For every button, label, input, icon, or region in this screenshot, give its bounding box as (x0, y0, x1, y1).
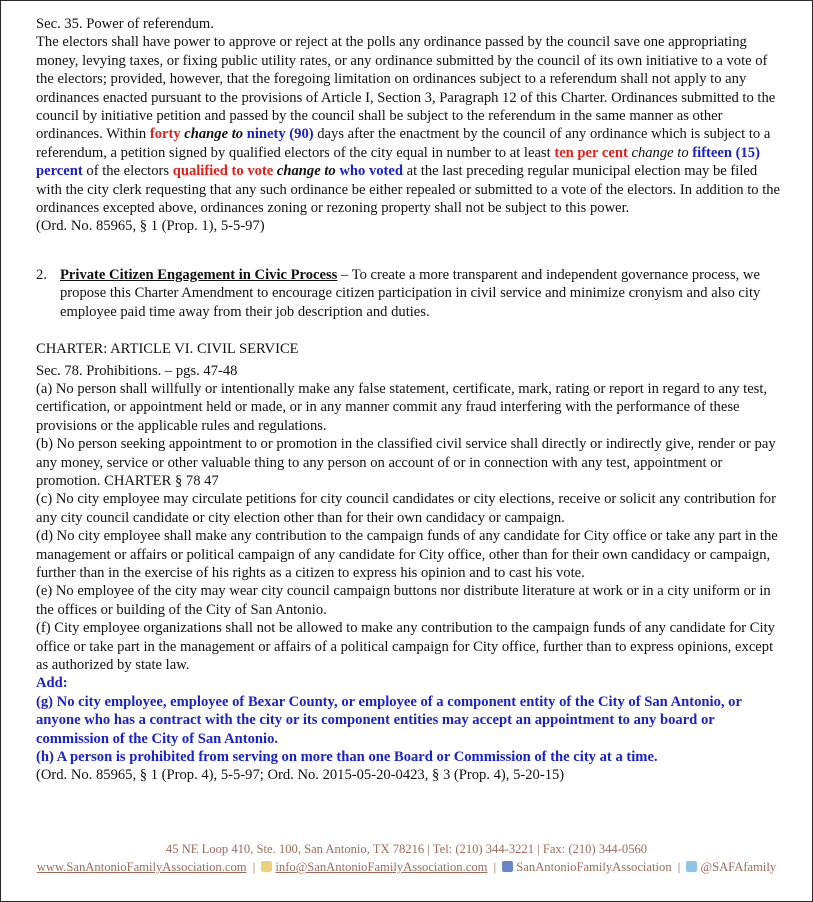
sec35-ordinance: (Ord. No. 85965, § 1 (Prop. 1), 5-5-97) (36, 218, 265, 235)
email-link[interactable]: info@SanAntonioFamilyAssociation.com (275, 860, 488, 874)
struck-ten-percent: ten per cent (554, 144, 628, 161)
sec78-title: Sec. 78. Prohibitions. – pgs. 47-48 (36, 362, 238, 379)
sec35-text-2: days after the enactment by the council of any ordinance which is subject to a referendum, a petition signed by qualified electors of the city equal in number to at least (36, 126, 771, 161)
footer-separator: | (493, 860, 497, 874)
new-who-voted: who voted (339, 163, 403, 180)
struck-forty: forty (149, 126, 181, 143)
sec78-para-d: (d) No city employee shall make any contribution to the campaign funds of any candidate for City office or take any part in the management or affairs or political campaign of any candidate for City office, other than for their own candidacy or campaign, further than in the exercise of his rights as a citizen to express his opinion and to cast his vote. (36, 528, 778, 581)
sec35-text-4: at the last preceding regular municipal election may be filed with the city clerk requesting that any such ordinance be either repealed or submitted to a vote of the electors. In addition to the ordinances excepted above, ordinances zoning or rezoning property shall not be subject to this power. (36, 163, 781, 217)
facebook-link[interactable]: SanAntonioFamilyAssociation (516, 860, 672, 874)
facebook-icon (502, 861, 513, 872)
add-para-g: (g) No city employee, employee of Bexar County, or employee of a component entity of the City of San Antonio, or anyone who has a contract with the city or its component entities may accept an appointment to any board or commission of the City of San Antonio. (36, 693, 742, 747)
struck-qualified: qualified to vote (172, 163, 274, 180)
footer-address: 45 NE Loop 410, Ste. 100, San Antonio, TX 78216 | Tel: (210) 344-3221 | Fax: (210) 344-0560 (165, 842, 648, 856)
article-heading: CHARTER: ARTICLE VI. CIVIL SERVICE (36, 341, 299, 358)
twitter-link[interactable]: @SAFAfamily (700, 860, 777, 874)
change-to-3: change to (273, 163, 340, 180)
sec35-body (36, 33, 781, 217)
sec78-para-a: (a) No person shall willfully or intentionally make any false statement, certificate, mark, rating or report in regard to any test, certification, or appointment held or made, or in any manner commit any fraud interfering with the performance of these provisions or the applicable rules and regulations. (36, 380, 768, 434)
item-number: 2. (36, 266, 47, 283)
item-description: – To create a more transparent and independent governance process, we propose this Charter Amendment to encourage citizen participation in civil service and minimize cronyism and also city employee paid time away from their job description and duties. (60, 266, 761, 320)
sec78-ordinance: (Ord. No. 85965, § 1 (Prop. 4), 5-5-97; Ord. No. 2015-05-20-0423, § 3 (Prop. 4), 5-20-15) (36, 767, 565, 784)
add-para-h: (h) A person is prohibited from serving on more than one Board or Commission of the city at a time. (36, 749, 658, 766)
document-body (36, 15, 781, 785)
sec35-text-1: The electors shall have power to approve or reject at the polls any ordinance passed by the council save one appropriating money, levying taxes, or fixing public utility rates, or any ordinance submitted by the council of its own initiative to a vote of the electors; provided, however, that the foregoing limitation on ordinances subject to a referendum shall not apply to any ordinances enacted pursuant to the provisions of Article I, Section 3, Paragraph 12 of this Charter. Ordinances submitted to the council by initiative petition and passed by the council shall be subject to the referendum in the same manner as other ordinances. Within (36, 34, 776, 143)
change-to-1: change to (180, 126, 247, 143)
change-to-2: change to (627, 144, 693, 161)
item-heading: Private Citizen Engagement in Civic Process (60, 266, 338, 283)
sec35-title: Sec. 35. Power of referendum. (36, 16, 214, 32)
footer-separator: | (252, 860, 256, 874)
proposal-item-2 (36, 266, 781, 321)
sec78-para-f: (f) City employee organizations shall not be allowed to make any contribution to the campaign funds of any candidate for City office or take part in the management or affairs of a political campaign for City office, further than to express opinions, except as authorized by state law. (36, 620, 775, 673)
add-label: Add: (36, 675, 68, 692)
footer-links (0, 860, 813, 875)
sec35-text-3: of the electors (82, 163, 173, 180)
footer-separator: | (677, 860, 681, 874)
sec78-para-c: (c) No city employee may circulate petitions for city council candidates or city elections, receive or solicit any contribution for any city council candidate or city election other than for their own candidacy or campaign. (36, 491, 776, 526)
sec78-para-e: (e) No employee of the city may wear city council campaign buttons nor distribute literature at work or in a city uniform or in the offices or building of the City of San Antonio. (36, 583, 771, 618)
website-link[interactable]: www.SanAntonioFamilyAssociation.com (36, 860, 247, 874)
new-ninety: ninety (90) (246, 126, 314, 143)
item-text (60, 266, 781, 321)
sec78-para-b: (b) No person seeking appointment to or promotion in the classified civil service shall directly or indirectly give, render or pay any money, service or other valuable thing to any person on account of or in connection with any test, appointment or promotion. CHARTER § 78 47 (36, 436, 776, 489)
email-icon (261, 861, 272, 872)
new-fifteen-percent: fifteen (15) percent (36, 144, 760, 180)
twitter-icon (686, 861, 697, 872)
